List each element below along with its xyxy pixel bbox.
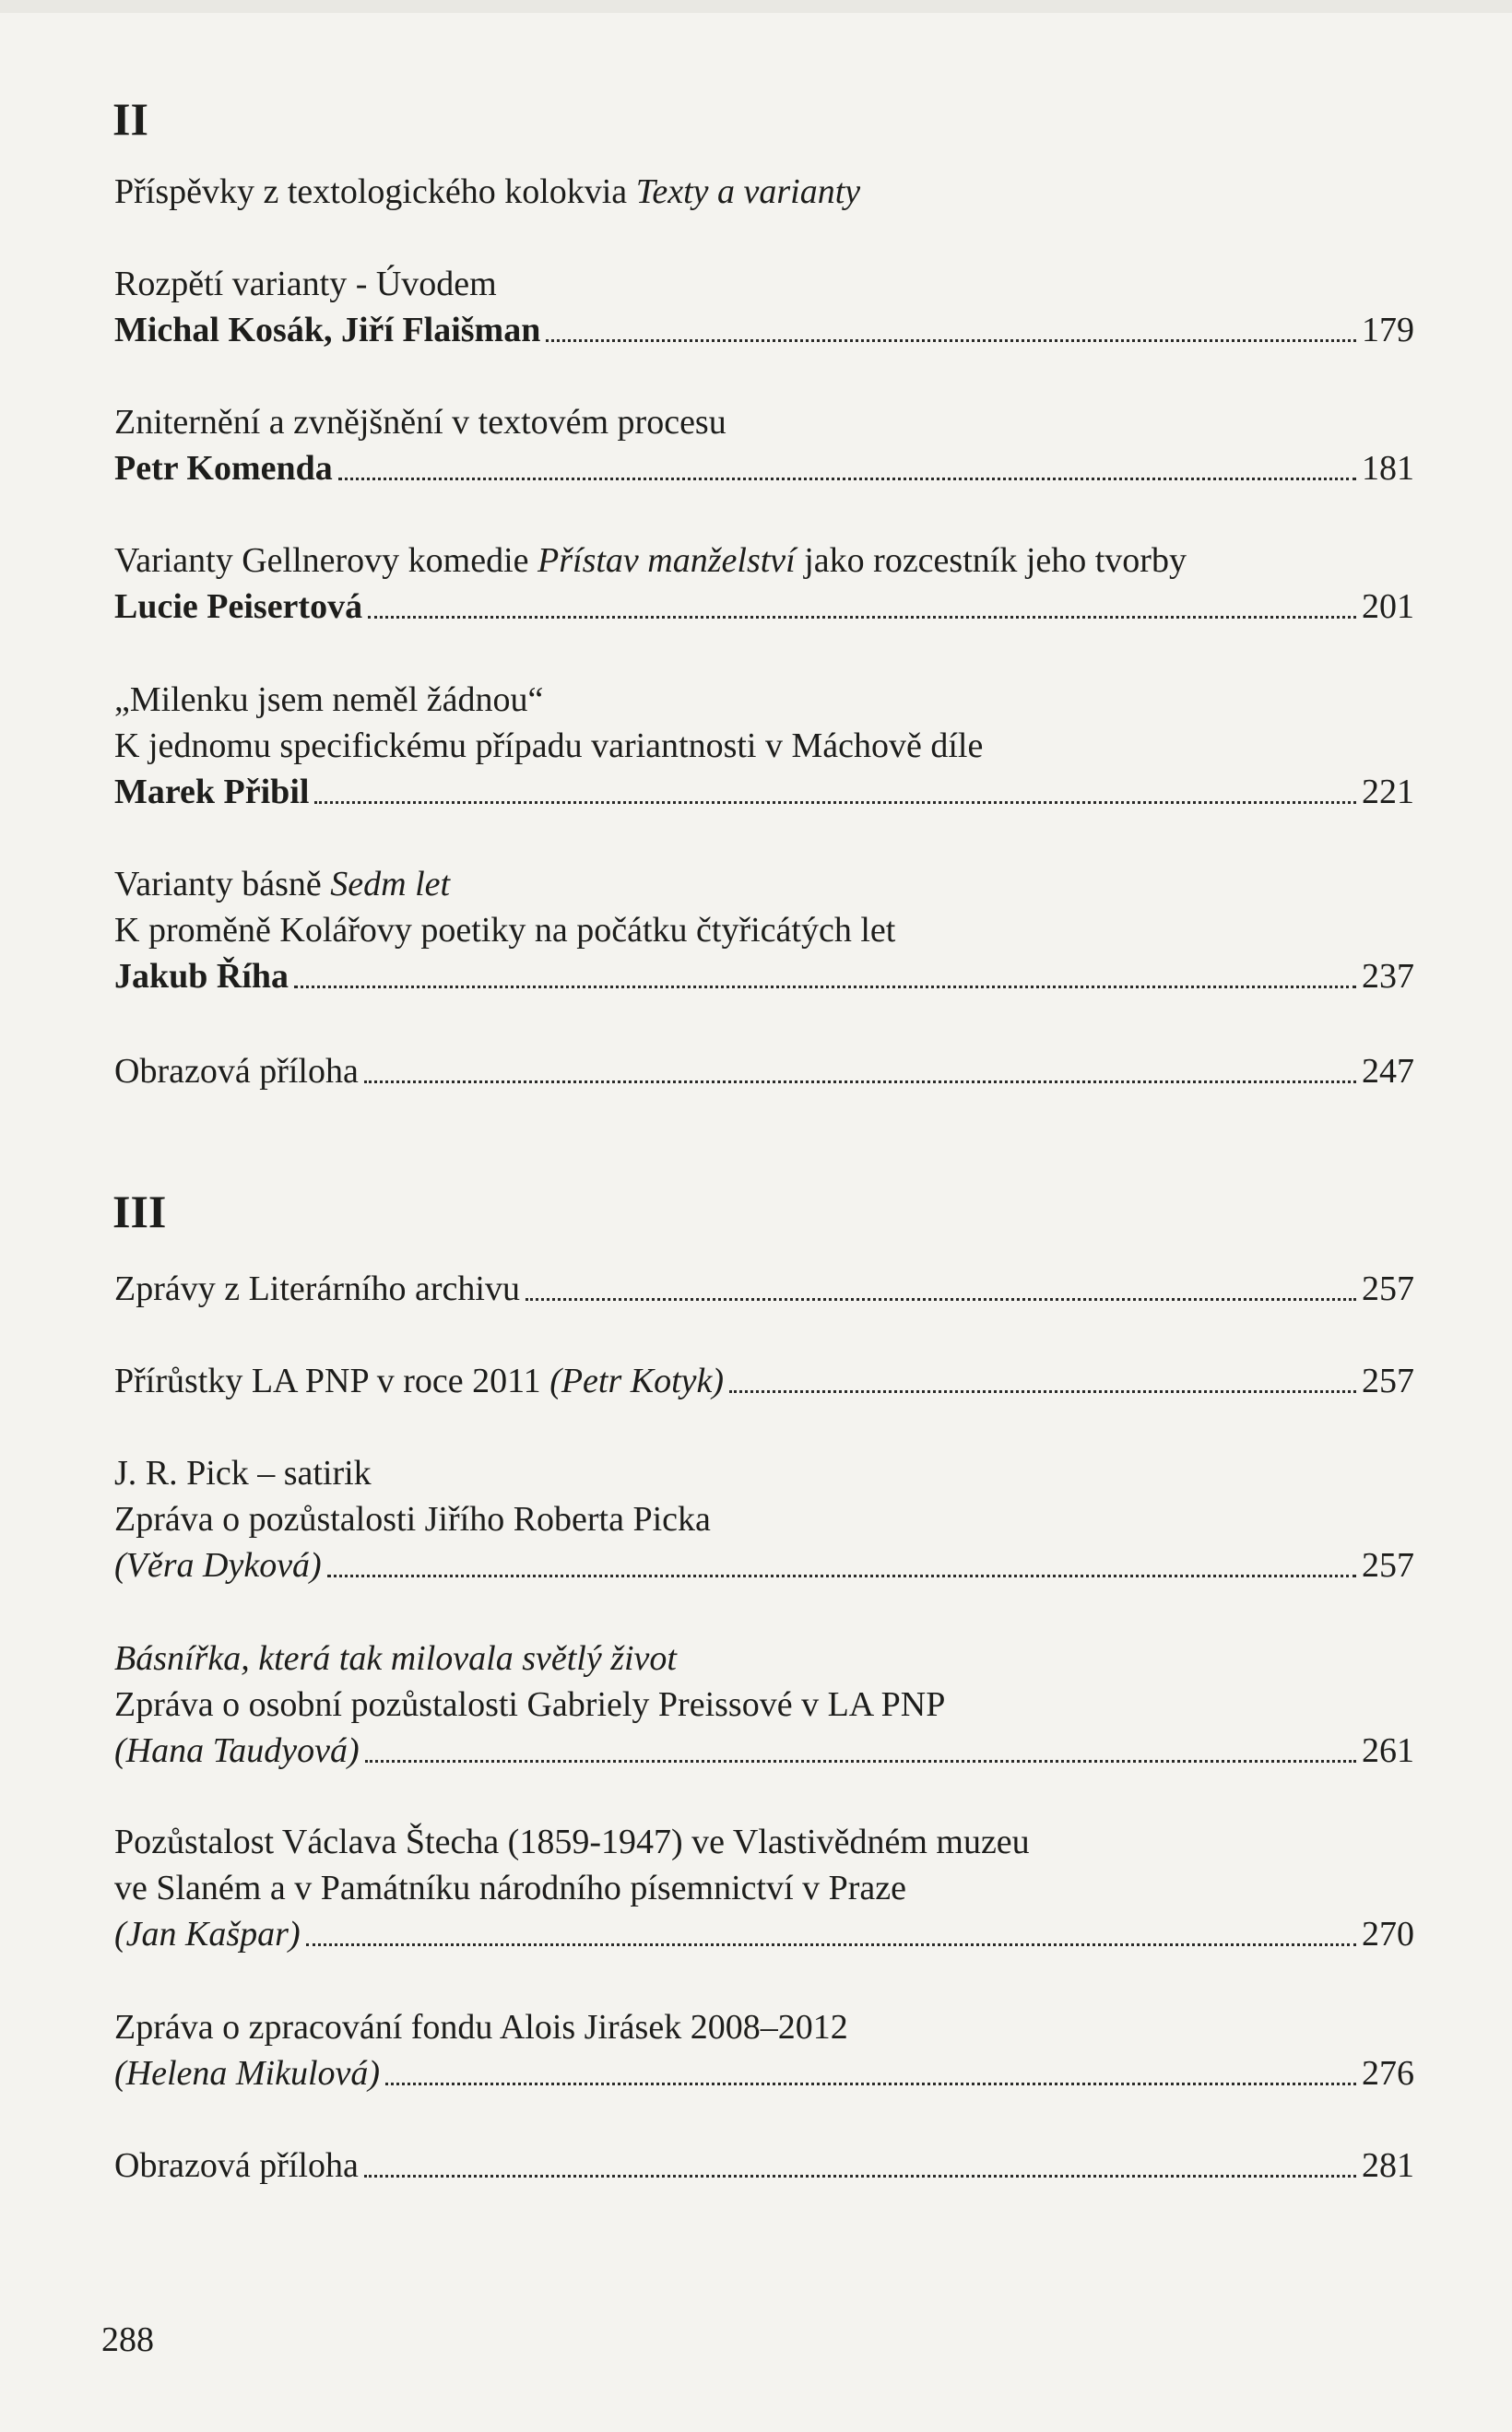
toc-entry[interactable] — [114, 1266, 1414, 1312]
entry-page: 201 — [1362, 587, 1414, 626]
entry-subtitle: K proměně Kolářovy poetiky na počátku čtyřicátých let — [114, 911, 896, 950]
entry-page: 281 — [1362, 2146, 1414, 2185]
subtitle-text: Příspěvky z textologického kolokvia — [114, 172, 636, 211]
dot-leader — [364, 1079, 1356, 1083]
entry-author: (Jan Kašpar) — [114, 1915, 301, 1954]
toc-entry[interactable] — [114, 2143, 1414, 2189]
entry-author: (Helena Mikulová) — [114, 2054, 381, 2093]
entry-page: 276 — [1362, 2054, 1414, 2093]
dot-leader — [306, 1942, 1356, 1946]
entry-author: Jakub Říha — [114, 957, 289, 996]
entry-title: Zpráva o zpracování fondu Alois Jirásek 2008–2012 — [114, 2008, 848, 2047]
entry-subtitle: Zpráva o osobní pozůstalosti Gabriely Preissové v LA PNP — [114, 1685, 946, 1724]
entry-author: (Hana Taudyová) — [114, 1731, 360, 1770]
entry-author: Marek Přibil — [114, 773, 310, 811]
entry-title: Zniternění a zvnějšnění v textovém procesu — [114, 403, 726, 442]
toc-entry[interactable] — [114, 677, 1414, 815]
entry-title: J. R. Pick – satirik — [114, 1454, 372, 1493]
dot-leader — [365, 1758, 1356, 1763]
dot-leader — [294, 984, 1356, 988]
entry-author: (Petr Kotyk) — [549, 1362, 725, 1400]
dot-leader — [327, 1573, 1356, 1577]
toc-entry[interactable] — [114, 537, 1414, 630]
entry-subtitle: K jednomu specifickému případu variantnosti v Máchově díle — [114, 726, 984, 765]
entry-author: Lucie Peisertová — [114, 587, 363, 626]
toc-entry[interactable] — [114, 399, 1414, 491]
entry-title: Varianty básně Sedm let — [114, 865, 451, 903]
entry-subtitle: ve Slaném a v Památníku národního písemnictví v Praze — [114, 1869, 907, 1907]
section-ii-subtitle — [114, 169, 1414, 215]
entry-page: 181 — [1362, 449, 1414, 488]
scan-top-edge — [0, 0, 1512, 13]
entry-title: Rozpětí varianty - Úvodem — [114, 265, 497, 303]
entry-page: 247 — [1362, 1052, 1414, 1091]
entry-subtitle: Zpráva o pozůstalosti Jiřího Roberta Picka — [114, 1500, 711, 1539]
entry-title: Zprávy z Literárního archivu — [114, 1269, 520, 1308]
entry-page: 221 — [1362, 773, 1414, 811]
entry-page: 270 — [1362, 1915, 1414, 1954]
toc-entry[interactable] — [114, 1450, 1414, 1588]
dot-leader — [314, 799, 1356, 804]
toc-entry[interactable] — [114, 1358, 1414, 1404]
dot-leader — [338, 476, 1356, 480]
section-heading-ii: II — [112, 93, 148, 145]
toc-entry[interactable] — [114, 1819, 1414, 1957]
entry-title: Obrazová příloha — [114, 1052, 359, 1091]
dot-leader — [364, 2173, 1356, 2178]
toc-entry[interactable] — [114, 1048, 1414, 1094]
dot-leader — [385, 2081, 1356, 2085]
toc-entry[interactable] — [114, 861, 1414, 999]
dot-leader — [546, 337, 1356, 342]
dot-leader — [526, 1296, 1356, 1301]
entry-page: 179 — [1362, 311, 1414, 349]
entry-title: Varianty Gellnerovy komedie Přístav manželství jako rozcestník jeho tvorby — [114, 541, 1187, 580]
entry-page: 237 — [1362, 957, 1414, 996]
entry-title: Básnířka, která tak milovala světlý život — [114, 1639, 677, 1678]
toc-entry[interactable] — [114, 2004, 1414, 2096]
subtitle-italic: Texty a varianty — [635, 172, 861, 211]
entry-page: 257 — [1362, 1546, 1414, 1585]
entry-page: 257 — [1362, 1269, 1414, 1308]
entry-author: Petr Komenda — [114, 449, 333, 488]
section-heading-iii: III — [112, 1186, 167, 1237]
dot-leader — [729, 1388, 1356, 1393]
entry-title: „Milenku jsem neměl žádnou“ — [114, 680, 544, 719]
page-number: 288 — [101, 2320, 154, 2359]
entry-page: 257 — [1362, 1362, 1414, 1400]
entry-page: 261 — [1362, 1731, 1414, 1770]
entry-title: Obrazová příloha — [114, 2146, 359, 2185]
entry-author: Michal Kosák, Jiří Flaišman — [114, 311, 541, 349]
toc-entry[interactable] — [114, 261, 1414, 353]
toc-entry[interactable] — [114, 1635, 1414, 1774]
dot-leader — [368, 614, 1356, 619]
entry-title: Přírůstky LA PNP v roce 2011 — [114, 1362, 550, 1400]
entry-author: (Věra Dyková) — [114, 1546, 322, 1585]
entry-title: Pozůstalost Václava Štecha (1859-1947) ve Vlastivědném muzeu — [114, 1823, 1030, 1861]
